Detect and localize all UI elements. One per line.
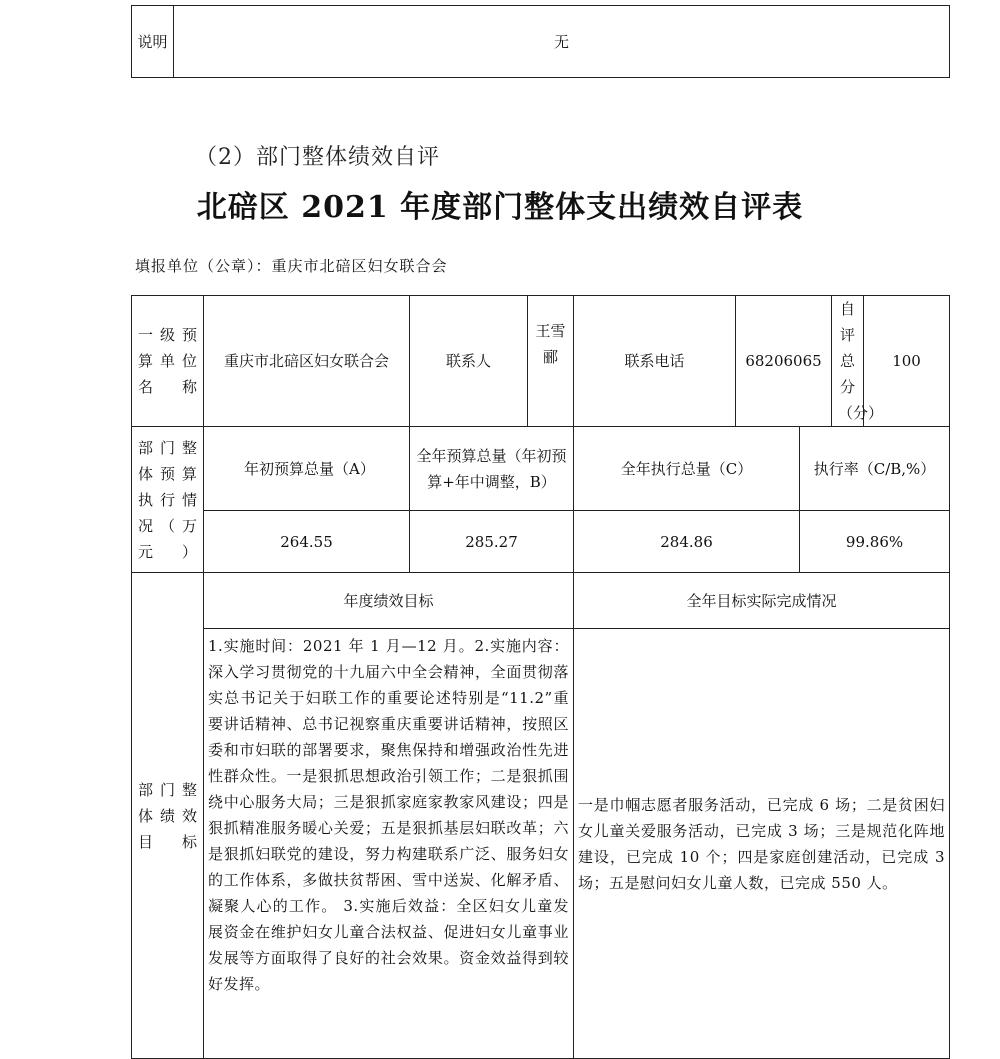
contact-label: 联系人	[410, 296, 528, 427]
note-value: 无	[174, 6, 950, 78]
budget-col-c: 全年执行总量（C）	[574, 427, 800, 511]
phone-value: 68206065	[736, 296, 832, 427]
goals-row-label: 部门整体绩效目标	[132, 573, 204, 1059]
unit-name-label: 一级预算单位名称	[132, 296, 204, 427]
score-label: 自评总分（分）	[832, 296, 864, 427]
budget-val-a: 264.55	[204, 511, 410, 573]
unit-name-value: 重庆市北碚区妇女联合会	[204, 296, 410, 427]
top-table	[131, 5, 950, 78]
budget-row-label: 部门整体预算执行情况（万元）	[132, 427, 204, 573]
fill-unit-line: 填报单位（公章）：重庆市北碚区妇女联合会	[135, 257, 448, 275]
evaluation-table	[131, 295, 950, 1059]
budget-val-c: 284.86	[574, 511, 800, 573]
goals-col-target: 年度绩效目标	[204, 573, 574, 629]
contact-value: 王雪郦	[528, 296, 574, 427]
page-title: 北碚区 2021 年度部门整体支出绩效自评表	[196, 190, 804, 225]
budget-col-d: 执行率（C/B,%）	[800, 427, 950, 511]
phone-label: 联系电话	[574, 296, 736, 427]
budget-val-d: 99.86%	[800, 511, 950, 573]
budget-val-b: 285.27	[410, 511, 574, 573]
budget-col-b: 全年预算总量（年初预算+年中调整，B）	[410, 427, 574, 511]
score-value: 100	[864, 296, 950, 427]
goals-actual-text: 一是巾帼志愿者服务活动，已完成 6 场；二是贫困妇女儿童关爱服务活动，已完成 3 场；三是规范化阵地建设，已完成 10 个；四是家庭创建活动，已完成 3 场；五是慰问妇女儿童人数，已完成 550 人。	[574, 629, 950, 1059]
note-label: 说明	[132, 6, 174, 78]
goals-target-text: 1.实施时间：2021 年 1 月—12 月。2.实施内容：深入学习贯彻党的十九届六中全会精神，全面贯彻落实总书记关于妇联工作的重要论述特别是“11.2”重要讲话精神、总书记视察重庆重要讲话精神，按照区委和市妇联的部署要求，聚焦保持和增强政治性先进性群众性。一是狠抓思想政治引领工作；二是狠抓围绕中心服务大局；三是狠抓家庭家教家风建设；四是狠抓精准服务暖心关爱；五是狠抓基层妇联改革；六是狠抓妇联党的建设，努力构建联系广泛、服务妇女的工作体系，多做扶贫帮困、雪中送炭、化解矛盾、凝聚人心的工作。 3.实施后效益：全区妇女儿童发展资金在维护妇女儿童合法权益、促进妇女儿童事业发展等方面取得了良好的社会效果。资金效益得到较好发挥。	[204, 629, 574, 1059]
budget-col-a: 年初预算总量（A）	[204, 427, 410, 511]
goals-col-actual: 全年目标实际完成情况	[574, 573, 950, 629]
section-heading: （2）部门整体绩效自评	[195, 145, 440, 170]
